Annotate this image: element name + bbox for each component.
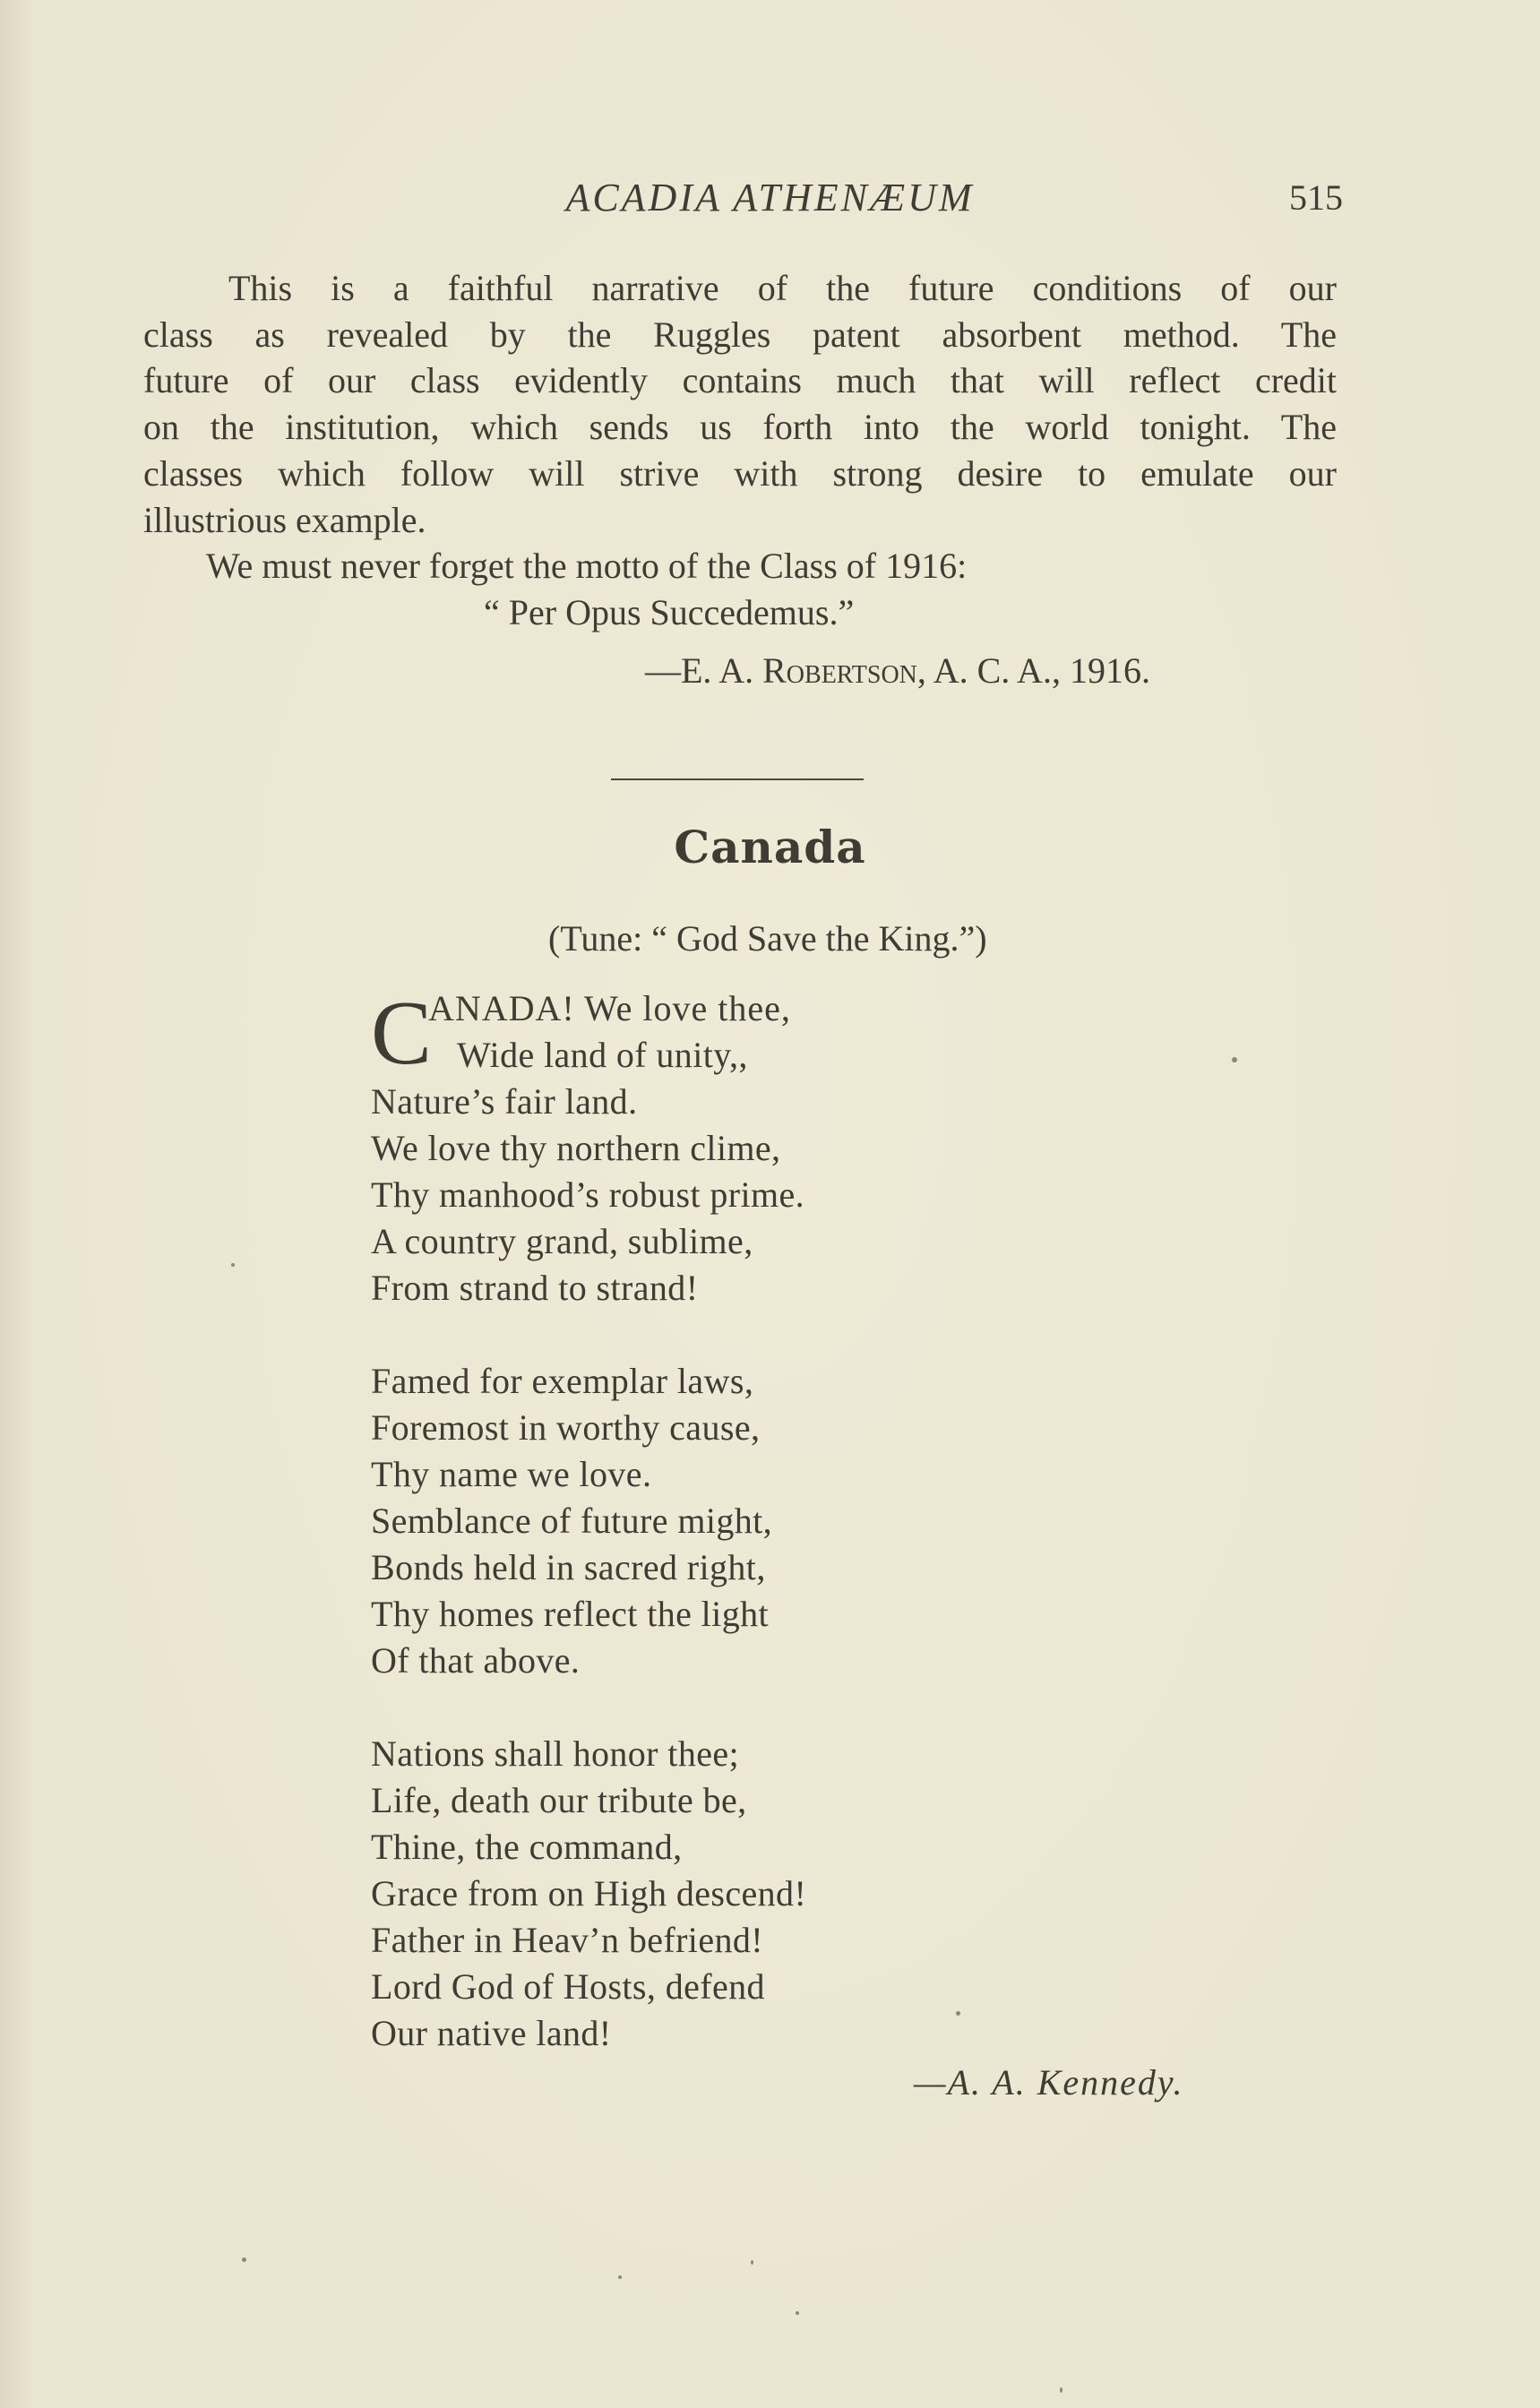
paper-speck bbox=[1232, 1057, 1237, 1062]
signature-credentials: A. C. A., 1916. bbox=[925, 649, 1150, 691]
paper-speck bbox=[796, 2311, 799, 2315]
poem-line: Lord God of Hosts, defend bbox=[371, 1966, 765, 2007]
section-divider bbox=[611, 778, 864, 780]
paper-speck bbox=[242, 2258, 246, 2262]
page-number: 515 bbox=[1289, 177, 1343, 218]
poem-line: We love thy northern clime, bbox=[371, 1128, 781, 1168]
motto-intro-paragraph: We must never forget the motto of the Class of 1916: bbox=[206, 546, 968, 587]
poem-line: ANADA! We love thee, bbox=[428, 988, 791, 1028]
paragraph-line: on the institution, which sends us forth into the world tonight. The bbox=[143, 407, 1337, 448]
paragraph-line: illustrious example. bbox=[143, 499, 426, 540]
signature-dash: — bbox=[645, 649, 681, 691]
paper-speck bbox=[231, 1263, 235, 1267]
prose-signature bbox=[143, 636, 1337, 706]
class-motto: “ Per Opus Succedemus.” bbox=[484, 591, 855, 632]
signature-name: E. A. Robertson, bbox=[681, 649, 926, 691]
paragraph-line: future of our class evidently contains much that will reflect credit bbox=[143, 360, 1337, 401]
poem-line: Wide land of unity,, bbox=[457, 1035, 748, 1075]
poem-line: Grace from on High descend! bbox=[371, 1873, 807, 1914]
poem-attribution: —A. A. Kennedy. bbox=[914, 2062, 1184, 2103]
paragraph-line: class as revealed by the Ruggles patent absorbent method. The bbox=[143, 314, 1337, 355]
paragraph-line: This is a faithful narrative of the future conditions of our bbox=[228, 268, 1337, 308]
paper-speck bbox=[1060, 2387, 1063, 2393]
poem-line: From strand to strand! bbox=[371, 1268, 699, 1308]
poem-line: Foremost in worthy cause, bbox=[371, 1407, 761, 1448]
drop-cap-lines bbox=[371, 983, 1177, 1084]
paper-speck bbox=[751, 2260, 753, 2265]
poem-line: Thine, the command, bbox=[371, 1827, 683, 1867]
poem-tune-note: (Tune: “ God Save the King.”) bbox=[548, 918, 987, 959]
poem-line: Thy name we love. bbox=[371, 1454, 652, 1494]
poem-title: Canada bbox=[674, 821, 866, 873]
poem-line: Thy homes reflect the light bbox=[371, 1594, 770, 1634]
poem-line: Of that above. bbox=[371, 1640, 581, 1681]
poem-body bbox=[371, 985, 1177, 2103]
paper-speck bbox=[956, 2011, 960, 2016]
poem-line: Thy manhood’s robust prime. bbox=[371, 1174, 805, 1215]
closing-prose bbox=[143, 265, 1337, 706]
poem-stanza-2 bbox=[371, 1358, 1177, 1684]
poem-line: Bonds held in sacred right, bbox=[371, 1547, 766, 1587]
poem-line: Our native land! bbox=[371, 2013, 612, 2053]
poem-line: Famed for exemplar laws, bbox=[371, 1361, 754, 1401]
drop-cap: C bbox=[371, 983, 433, 1084]
paper-speck bbox=[618, 2275, 622, 2279]
poem-stanza-1 bbox=[371, 985, 1177, 1312]
paragraph-line: classes which follow will strive with strong desire to emulate our bbox=[143, 452, 1337, 494]
poem-stanza-3 bbox=[371, 1731, 1177, 2057]
poem-line: Nature’s fair land. bbox=[371, 1081, 638, 1122]
narrative-paragraph bbox=[143, 265, 1337, 543]
poem-line: Father in Heav’n befriend! bbox=[371, 1920, 763, 1960]
journal-title: ACADIA ATHENÆUM bbox=[565, 176, 975, 219]
poem-line: A country grand, sublime, bbox=[371, 1221, 753, 1261]
poem-line: Semblance of future might, bbox=[371, 1501, 773, 1541]
poem-line: Life, death our tribute be, bbox=[371, 1780, 747, 1820]
running-header bbox=[0, 173, 1540, 223]
poem-line: Nations shall honor thee; bbox=[371, 1733, 740, 1774]
